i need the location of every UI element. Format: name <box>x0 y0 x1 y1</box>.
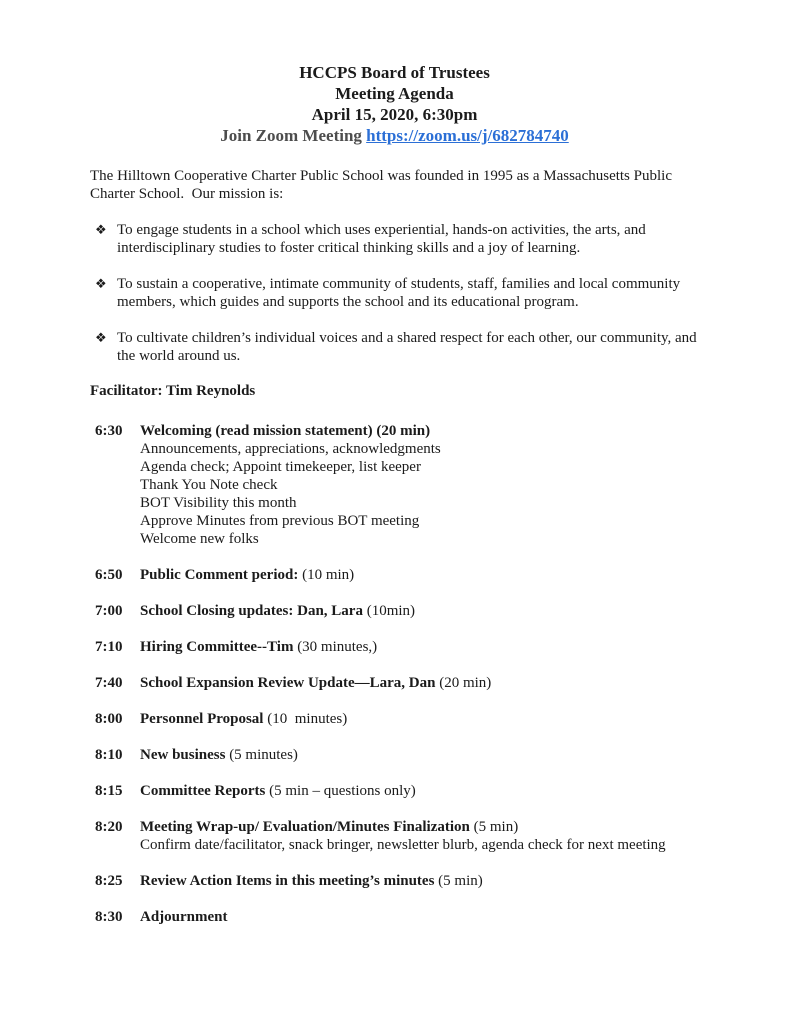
agenda-item-content <box>140 908 699 926</box>
diamond-bullet-icon: ❖ <box>95 276 107 291</box>
agenda-subline: BOT Visibility this month <box>140 495 297 511</box>
agenda-subline: Announcements, appreciations, acknowledgments <box>140 441 441 457</box>
agenda-item <box>90 602 699 620</box>
agenda-title: Meeting Wrap-up/ Evaluation/Minutes Finalization <box>140 819 470 835</box>
agenda-item-content <box>140 818 699 854</box>
agenda-suffix: (5 minutes) <box>225 747 298 763</box>
agenda-item <box>90 746 699 764</box>
agenda-time: 8:15 <box>95 783 123 799</box>
agenda-item <box>90 638 699 656</box>
meeting-title: HCCPS Board of Trustees <box>299 63 490 82</box>
diamond-bullet-icon: ❖ <box>95 330 107 345</box>
agenda-time: 7:10 <box>95 639 123 655</box>
agenda-time: 7:40 <box>95 675 123 691</box>
agenda-subline: Thank You Note check <box>140 477 278 493</box>
agenda-time: 8:10 <box>95 747 123 763</box>
agenda-item-content <box>140 638 699 656</box>
diamond-bullet-icon: ❖ <box>95 222 107 237</box>
agenda-title: Adjournment <box>140 909 228 925</box>
agenda-title: Personnel Proposal <box>140 711 264 727</box>
agenda-item-content <box>140 674 699 692</box>
agenda-suffix: (10min) <box>362 603 416 619</box>
zoom-meeting-link[interactable]: https://zoom.us/j/682784740 <box>366 126 569 145</box>
zoom-meeting-label: Join Zoom Meeting <box>220 126 367 145</box>
mission-bullet-text: To sustain a cooperative, intimate community of students, staff, families and local community members, which guides and supports the school and its educational program. <box>117 276 684 310</box>
agenda-title: Committee Reports <box>140 783 266 799</box>
agenda-item-content <box>140 746 699 764</box>
agenda-title: School Expansion Review Update—Lara, Dan <box>140 675 436 691</box>
agenda-suffix: (10 min) <box>298 567 355 583</box>
agenda-time: 8:20 <box>95 819 123 835</box>
agenda-item <box>90 674 699 692</box>
agenda-title: Public Comment period: <box>140 567 299 583</box>
agenda-suffix: (30 minutes,) <box>293 639 378 655</box>
agenda-title: New business <box>140 747 226 763</box>
agenda-item <box>90 566 699 584</box>
agenda-item <box>90 872 699 890</box>
agenda-item-content <box>140 782 699 800</box>
agenda-item <box>90 710 699 728</box>
agenda-time: 8:00 <box>95 711 123 727</box>
agenda-item-content <box>140 872 699 890</box>
agenda-subline: Approve Minutes from previous BOT meeting <box>140 513 420 529</box>
agenda-subline: Agenda check; Appoint timekeeper, list keeper <box>140 459 421 475</box>
agenda-title: School Closing updates: Dan, Lara <box>140 603 363 619</box>
intro-paragraph: The Hilltown Cooperative Charter Public School was founded in 1995 as a Massachusetts Public Charter School. Our mission is: <box>90 168 676 202</box>
mission-bullet-text: To engage students in a school which uses experiential, hands-on activities, the arts, and interdisciplinary studies to foster critical thinking skills and a joy of learning. <box>117 222 650 256</box>
mission-bullet-text: To cultivate children’s individual voices and a shared respect for each other, our community, and the world around us. <box>117 330 701 364</box>
mission-bullet <box>90 329 699 365</box>
agenda-item-content <box>140 602 699 620</box>
agenda-time: 6:50 <box>95 567 123 583</box>
agenda-title: Welcoming (read mission statement) (20 min) <box>140 423 431 439</box>
agenda-suffix: (5 min) <box>434 873 483 889</box>
agenda-title: Hiring Committee--Tim <box>140 639 294 655</box>
agenda-time: 6:30 <box>95 423 123 439</box>
agenda-list <box>90 422 699 926</box>
agenda-item <box>90 422 699 548</box>
agenda-suffix: (5 min) <box>469 819 519 835</box>
facilitator-line: Facilitator: Tim Reynolds <box>90 383 256 399</box>
agenda-time: 8:25 <box>95 873 123 889</box>
agenda-title: Review Action Items in this meeting’s minutes <box>140 873 435 889</box>
agenda-item <box>90 908 699 926</box>
agenda-suffix: (20 min) <box>435 675 492 691</box>
agenda-time: 8:30 <box>95 909 123 925</box>
mission-bullet <box>90 275 699 311</box>
agenda-subline: Welcome new folks <box>140 531 259 547</box>
document-header <box>90 62 699 146</box>
agenda-suffix: (5 min – questions only) <box>265 783 416 799</box>
agenda-item-content <box>140 566 699 584</box>
agenda-time: 7:00 <box>95 603 123 619</box>
agenda-item-content <box>140 710 699 728</box>
agenda-item <box>90 818 699 854</box>
agenda-subline: Confirm date/facilitator, snack bringer, newsletter blurb, agenda check for next meeting <box>140 837 666 853</box>
meeting-subtitle: Meeting Agenda <box>335 84 454 103</box>
zoom-meeting-line <box>90 125 699 146</box>
intro-section <box>90 167 699 365</box>
agenda-suffix: (10 minutes) <box>263 711 348 727</box>
agenda-item <box>90 782 699 800</box>
meeting-datetime: April 15, 2020, 6:30pm <box>311 105 478 124</box>
mission-bullet <box>90 221 699 257</box>
agenda-item-content <box>140 422 699 548</box>
